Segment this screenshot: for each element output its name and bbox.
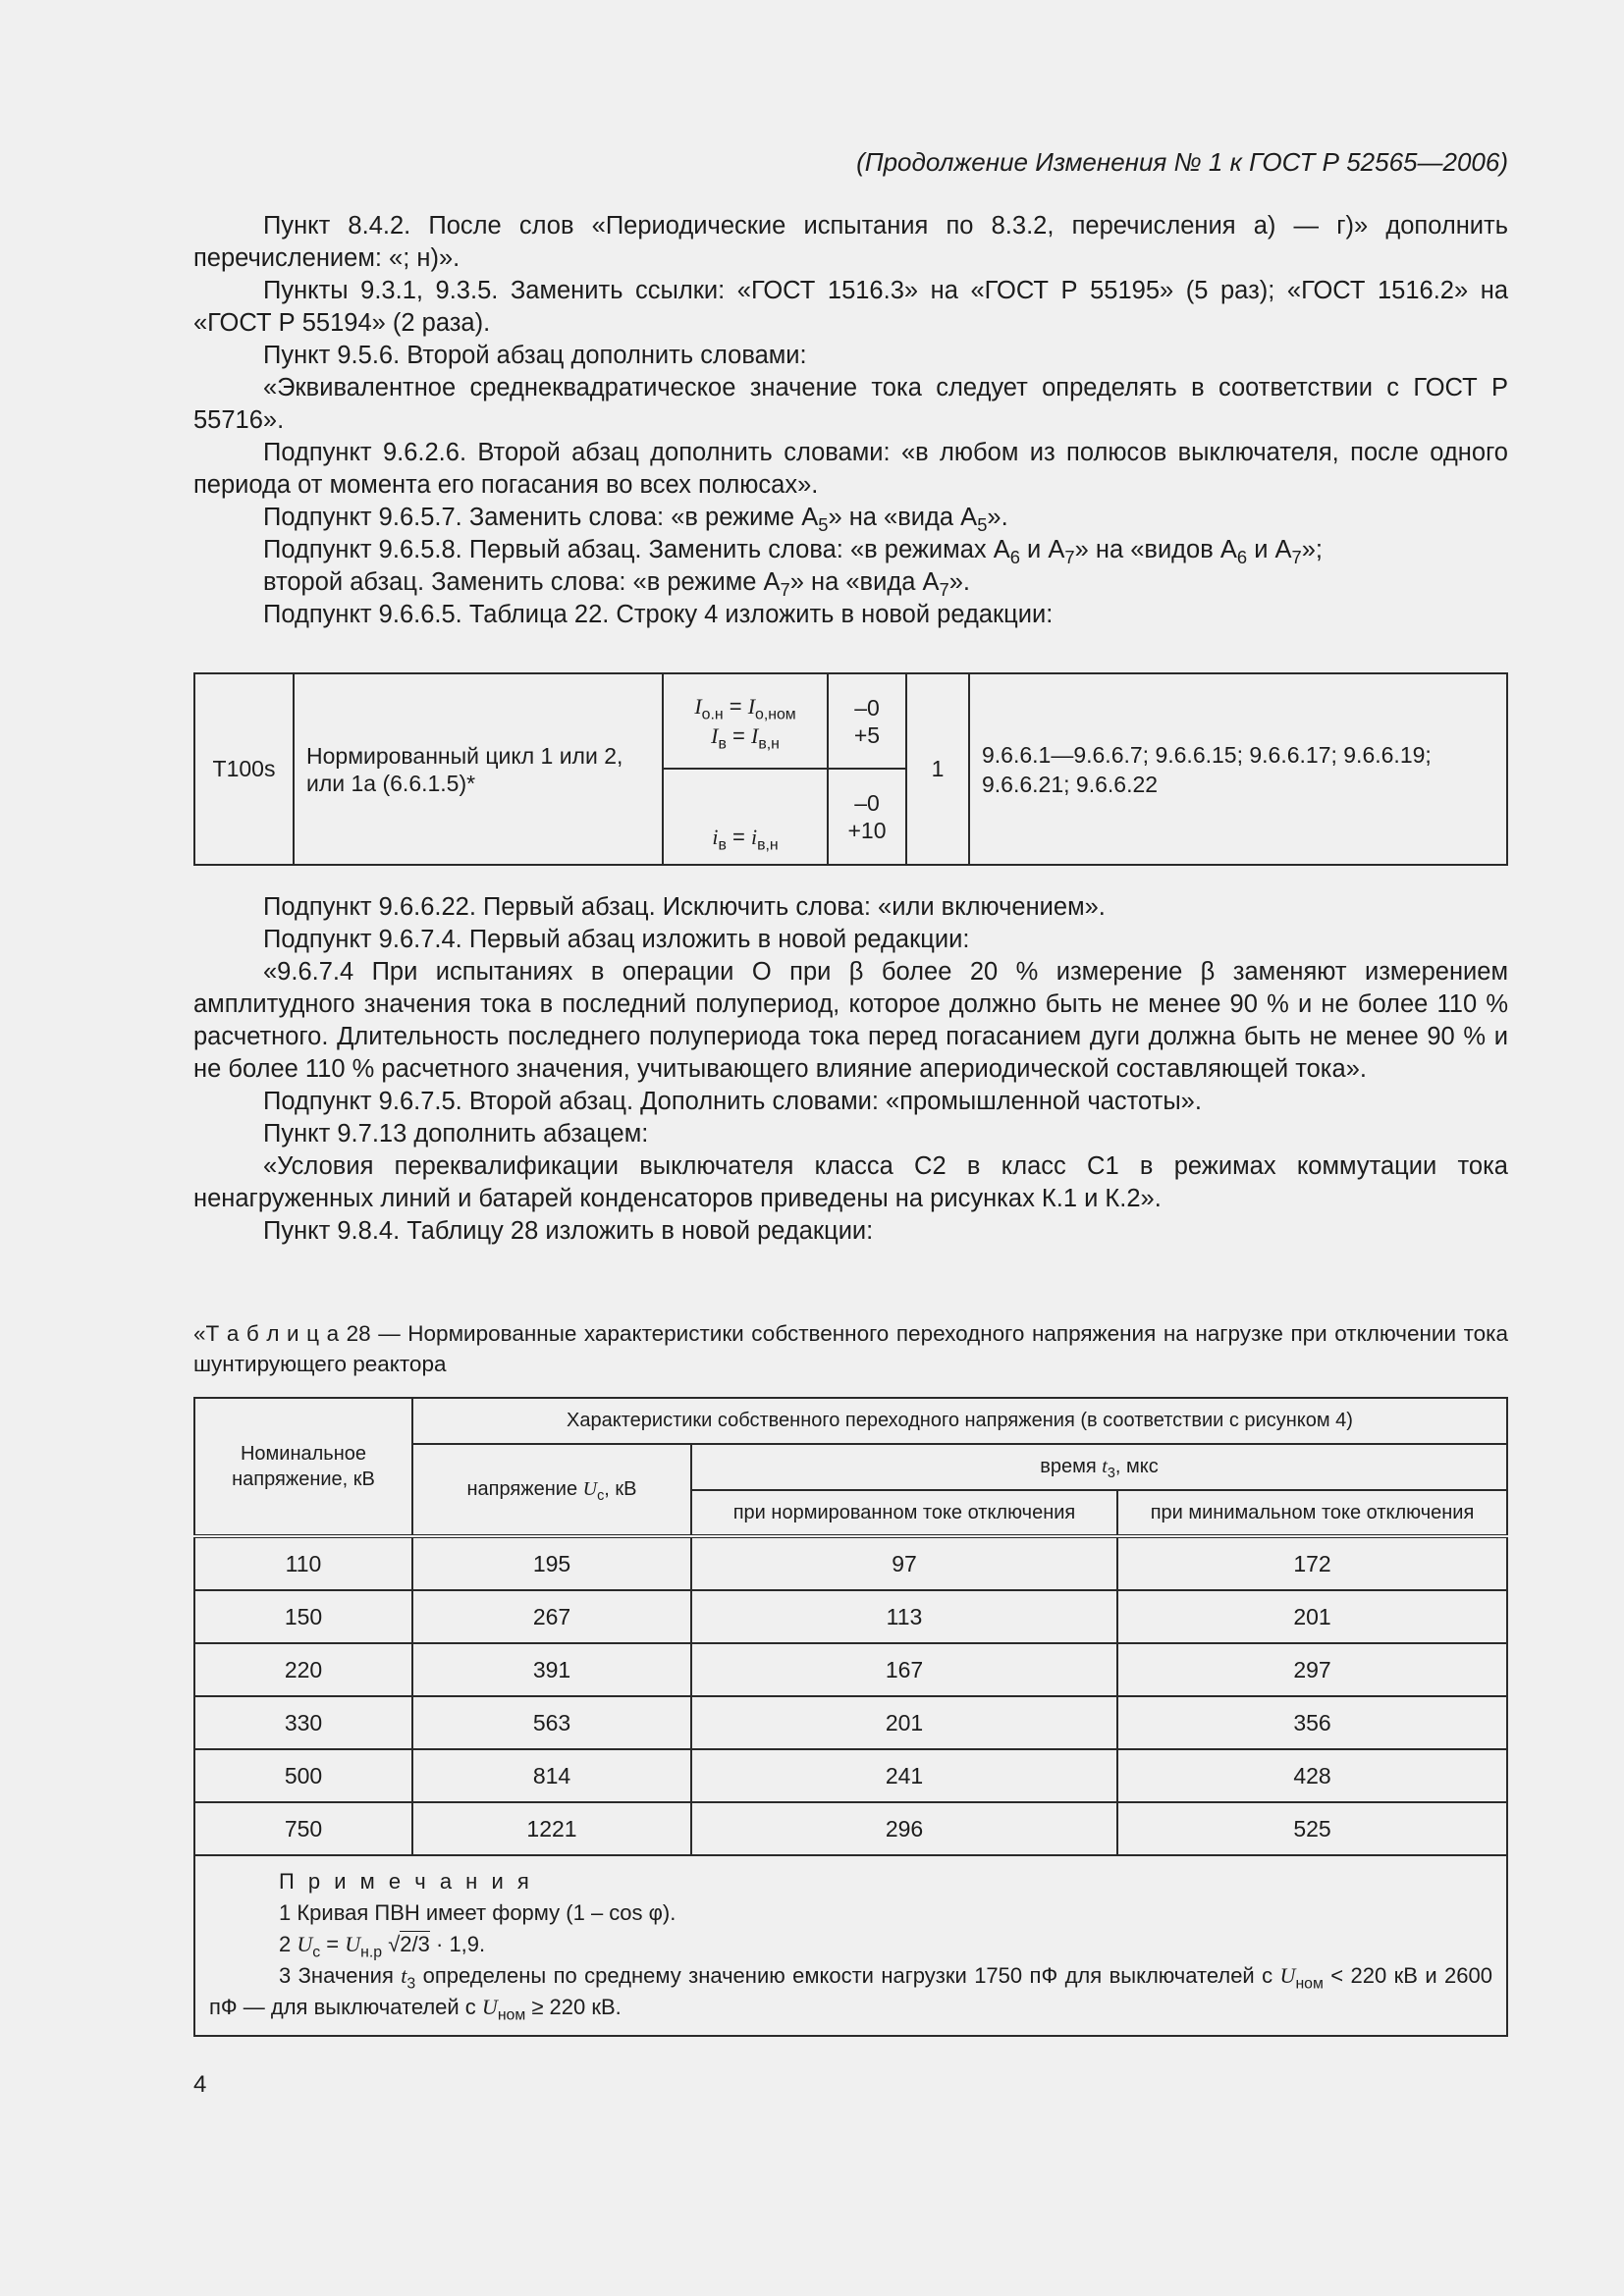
notes-title: П р и м е ч а н и я (279, 1869, 533, 1894)
table-notes (194, 1855, 1507, 2036)
paragraph: Подпункт 9.6.6.5. Таблица 22. Строку 4 изложить в новой редакции: (263, 601, 1054, 628)
table-28-caption: «Т а б л и ц а 28 — Нормированные характеристики собственного переходного напряжения на нагрузке при отключении тока шунтирующего реактора (193, 1321, 1508, 1376)
tolerance-cell: –0 +10 (828, 769, 906, 865)
tolerance-cell: –0 +5 (828, 673, 906, 769)
table-row: 150 267 113 201 (194, 1590, 1507, 1643)
paragraph: «Эквивалентное среднеквадратическое значение тока следует определять в соответствии с ГОСТ Р 55716». (193, 374, 1508, 434)
table-row: 330 563 201 356 (194, 1696, 1507, 1749)
paragraph: Подпункт 9.6.5.7. Заменить слова: «в режиме $А_5$» на «вида $А_5$». (263, 504, 1008, 536)
formula: $I_{о.н} = I_{о,ном}$ (694, 693, 796, 722)
table-row: 110 195 97 172 (194, 1536, 1507, 1590)
paragraph: Подпункт 9.6.7.5. Второй абзац. Дополнить словами: «промышленной частоты». (263, 1088, 1202, 1115)
header-rated-current: при нормированном токе отключения (691, 1490, 1117, 1536)
header-trv-characteristics: Характеристики собственного переходного напряжения (в соответствии с рисунком 4) (412, 1398, 1507, 1444)
paragraph: Подпункт 9.6.2.6. Второй абзац дополнить словами: «в любом из полюсов выключателя, после одного периода от момента его погасания во всех полюсах». (193, 439, 1508, 499)
paragraph: Подпункт 9.6.6.22. Первый абзац. Исключить слова: «или включением». (263, 893, 1106, 921)
note-3: 3 Значения $t_3$ определены по среднему значению емкости нагрузки 1750 пФ для выключателей с $U_{ном} < 220$ кВ и 2600 пФ — для выключателей с $U_{ном} \ge 220$ кВ. (209, 1963, 1492, 2024)
paragraph: Подпункт 9.6.7.4. Первый абзац изложить в новой редакции: (263, 926, 970, 953)
paragraph: Пункты 9.3.1, 9.3.5. Заменить ссылки: «ГОСТ 1516.3» на «ГОСТ Р 55195» (5 раз); «ГОСТ 1516.2» на «ГОСТ Р 55194» (2 раза). (193, 277, 1508, 337)
table-row: 500 814 241 428 (194, 1749, 1507, 1802)
paragraph: Пункт 9.7.13 дополнить абзацем: (263, 1120, 649, 1148)
note-1: 1 Кривая ПВН имеет форму (1 – cos φ). (279, 1900, 677, 1925)
table-22-row-4 (193, 672, 1508, 866)
running-header: (Продолжение Изменения № 1 к ГОСТ Р 52565—2006) (856, 147, 1508, 177)
amendment-text-part-2 (193, 891, 1508, 1248)
page-number: 4 (193, 2071, 207, 2098)
paragraph: «9.6.7.4 При испытаниях в операции О при β более 20 % измерение β заменяют измерением амплитудного значения тока в последний полупериод, которое должно быть не менее 90 % и не более 110 % расчетного. Длительность последнего полупериода тока перед погасанием дуги должна быть не менее 90 % и не более 110 % расчетного значения, учитывающего влияние апериодической составляющей тока». (193, 958, 1508, 1083)
header-voltage-uc: напряжение $U_с$, кВ (412, 1444, 691, 1536)
paragraph: «Условия переквалификации выключателя класса С2 в класс С1 в режимах коммутации тока ненагруженных линий и батарей конденсаторов приведены на рисунках К.1 и К.2». (193, 1152, 1508, 1212)
table-28 (193, 1397, 1508, 2037)
note-2: 2 $U_с = U_{н.р}$ √2/3 · 1,9. (279, 1932, 486, 1961)
sqrt-sign: √ (388, 1932, 401, 1956)
header-nominal-voltage: Номинальное напряжение, кВ (194, 1398, 412, 1536)
paragraph: Подпункт 9.6.5.8. Первый абзац. Заменить слова: «в режимах $А_6$ и $А_7$» на «видов $А_6$ и $А_7$»; (263, 536, 1324, 568)
formula: $I_в = I_{в,н}$ (711, 722, 780, 752)
count-cell: 1 (906, 673, 969, 865)
current-formula-cell (663, 673, 828, 769)
clause-references: 9.6.6.1—9.6.6.7; 9.6.6.15; 9.6.6.17; 9.6.6.19; 9.6.6.21; 9.6.6.22 (969, 673, 1507, 865)
paragraph: Пункт 9.5.6. Второй абзац дополнить словами: (263, 342, 807, 369)
paragraph: Пункт 9.8.4. Таблицу 28 изложить в новой редакции: (263, 1217, 874, 1245)
table-row: 750 1221 296 525 (194, 1802, 1507, 1855)
test-duty-description: Нормированный цикл 1 или 2, или 1а (6.6.1.5)* (294, 673, 663, 865)
header-minimum-current: при минимальном токе отключения (1117, 1490, 1507, 1536)
paragraph: Пункт 8.4.2. После слов «Периодические испытания по 8.3.2, перечисления а) — г)» дополнить перечислением: «; н)». (193, 212, 1508, 272)
table-row: 220 391 167 297 (194, 1643, 1507, 1696)
paragraph: второй абзац. Заменить слова: «в режиме $А_7$» на «вида $А_7$». (263, 568, 970, 601)
test-duty-code: T100s (194, 673, 294, 865)
current-formula-cell: $i_в = i_{в,н}$ (663, 769, 828, 865)
amendment-text-part-1 (193, 210, 1508, 631)
header-time-t3: время $t_3$, мкс (691, 1444, 1507, 1490)
